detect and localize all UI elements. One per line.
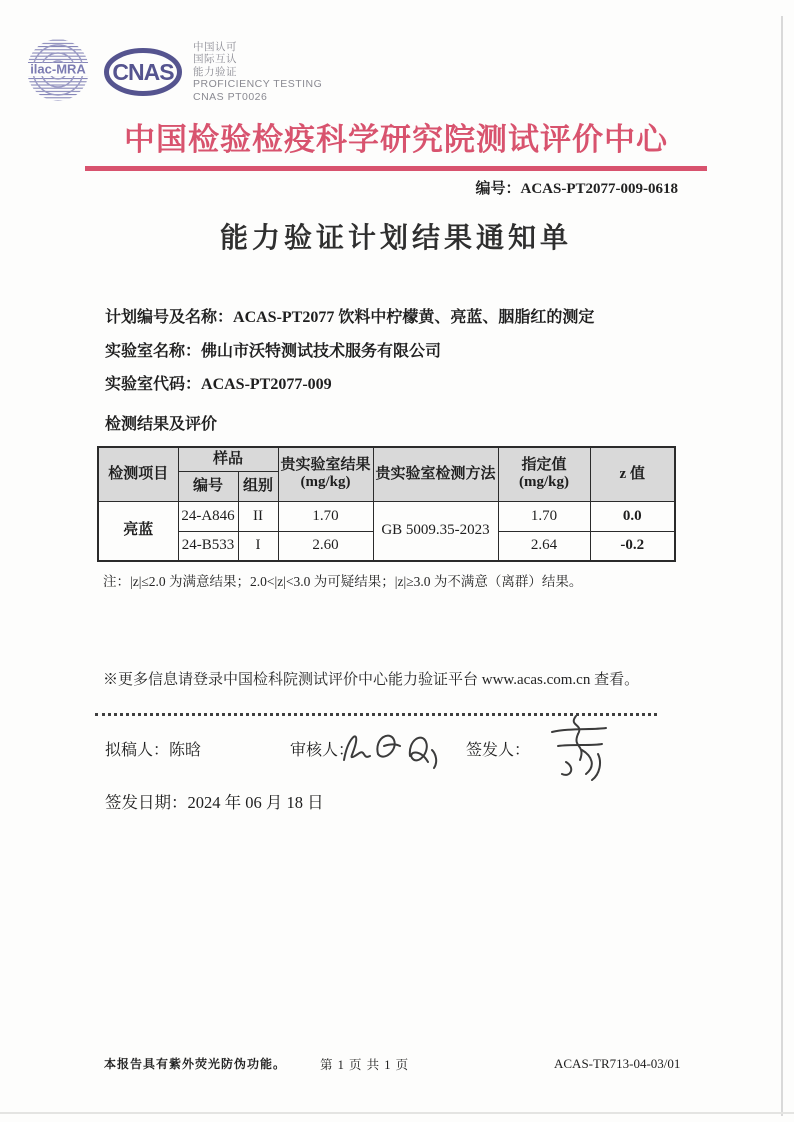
issue-date-label: 签发日期： [105, 793, 188, 812]
cell-group: I [238, 531, 278, 561]
cell-sample-no: 24-B533 [178, 531, 238, 561]
cell-item: 亮蓝 [98, 501, 178, 561]
reviewer-label: 审核人： [290, 742, 355, 759]
ilac-mra-logo-icon [25, 36, 91, 106]
cell-z: 0.0 [590, 501, 675, 531]
issue-date-value: 2024 年 06 月 18 日 [187, 793, 324, 812]
doc-number-value: ACAS-PT2077-009-0618 [520, 181, 678, 197]
issuer-signature [540, 710, 618, 784]
col-header-assigned-title: 指定值 [521, 457, 567, 474]
cell-z: -0.2 [590, 531, 675, 561]
issue-date [105, 789, 324, 813]
organization-title: 中国检验检疫科学研究院测试评价中心 [124, 122, 668, 157]
col-header-assigned-unit: (mg/kg) [519, 474, 570, 491]
cnas-logo-icon [103, 47, 183, 97]
cell-method: GB 5009.35-2023 [373, 501, 498, 561]
reviewer-signature [338, 720, 443, 772]
page-edge-shadow-bottom [0, 1112, 794, 1114]
svg-text:ilac-MRA: ilac-MRA [30, 61, 86, 77]
table-row [98, 501, 675, 531]
col-header-sample: 样品 [178, 447, 278, 471]
col-header-method: 贵实验室检测方法 [373, 447, 498, 501]
accreditation-line: 国际互认 [193, 53, 237, 66]
col-header-result [278, 447, 373, 501]
field-label: 计划编号及名称： [105, 309, 234, 326]
accreditation-line: PROFICIENCY TESTING [193, 78, 323, 91]
field-label: 实验室名称： [105, 343, 202, 360]
col-header-assigned [498, 447, 590, 501]
svg-text:CNAS: CNAS [112, 59, 174, 85]
footer-page-number: 第 1 页 共 1 页 [320, 1058, 410, 1072]
field-value: ACAS-PT2077-009 [201, 376, 332, 393]
col-header-sample-no: 编号 [178, 471, 238, 501]
doc-number [475, 177, 678, 198]
drafter-label: 拟稿人： [105, 742, 170, 759]
col-header-result-unit: (mg/kg) [300, 474, 351, 491]
page-edge-shadow-right [781, 16, 783, 1116]
doc-number-label: 编号： [475, 181, 521, 197]
accreditation-text [193, 41, 322, 103]
info-text: ※更多信息请登录中国检科院测试评价中心能力验证平台 www.acas.com.cn 查看。 [103, 672, 640, 688]
cell-result: 1.70 [278, 501, 373, 531]
note-text: 注：|z|≤2.0 为满意结果；2.0<|z|<3.0 为可疑结果；|z|≥3.0 为不满意（离群）结果。 [103, 574, 583, 589]
col-header-item: 检测项目 [98, 447, 178, 501]
field-plan-name [105, 304, 594, 327]
col-header-z: z 值 [590, 447, 675, 501]
cell-sample-no: 24-A846 [178, 501, 238, 531]
cell-assigned: 2.64 [498, 531, 590, 561]
section-title: 检测结果及评价 [105, 416, 218, 433]
red-divider-rule [85, 166, 707, 171]
field-lab-name [105, 338, 441, 361]
drafter [105, 737, 201, 760]
accreditation-line: 能力验证 [193, 65, 237, 78]
cell-result: 2.60 [278, 531, 373, 561]
col-header-group: 组别 [238, 471, 278, 501]
cell-assigned: 1.70 [498, 501, 590, 531]
field-lab-code [105, 371, 332, 394]
accreditation-line: 中国认可 [193, 41, 237, 53]
results-table [97, 446, 676, 562]
field-value: ACAS-PT2077 饮料中柠檬黄、亮蓝、胭脂红的测定 [233, 309, 595, 326]
cell-group: II [238, 501, 278, 531]
field-value: 佛山市沃特测试技术服务有限公司 [201, 343, 442, 360]
drafter-name: 陈晗 [169, 742, 202, 759]
accreditation-line: CNAS PT0026 [193, 90, 268, 103]
issuer-label: 签发人： [466, 742, 531, 759]
footer-doc-code: ACAS-TR713-04-03/01 [554, 1056, 681, 1071]
field-label: 实验室代码： [105, 376, 202, 393]
footer-anticounterfeit-note: 本报告具有紫外荧光防伪功能。 [104, 1057, 287, 1071]
page-title: 能力验证计划结果通知单 [219, 222, 572, 253]
col-header-result-title: 贵实验室结果 [280, 457, 371, 474]
